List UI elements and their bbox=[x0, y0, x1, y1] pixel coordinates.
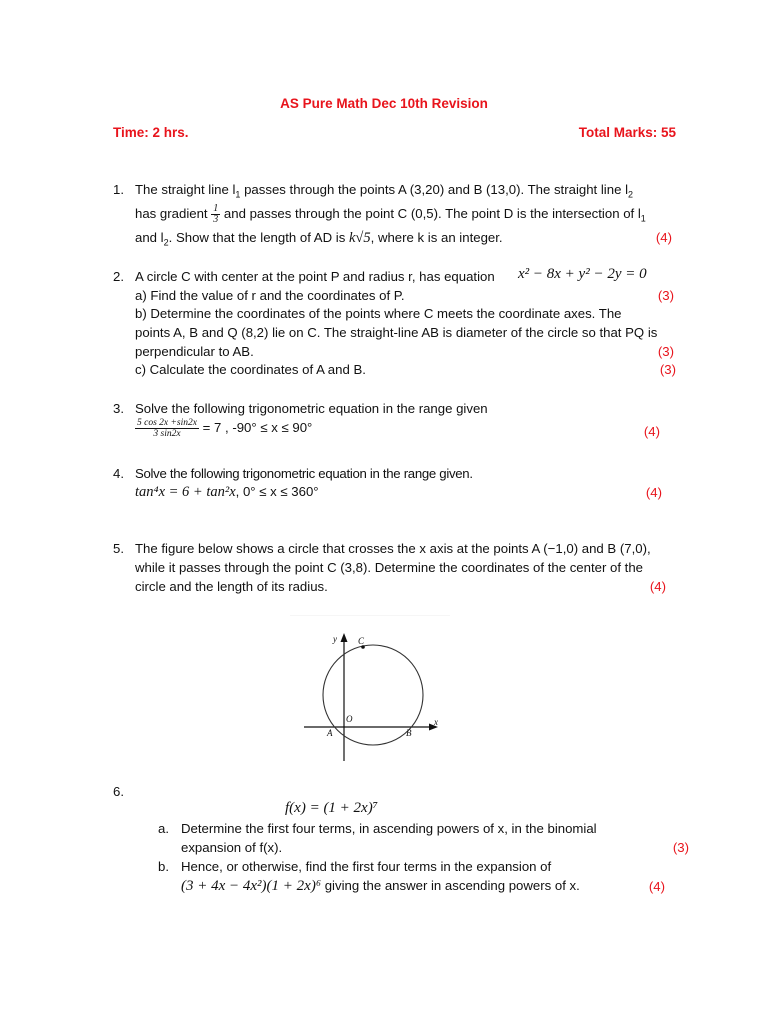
y-axis-arrow bbox=[341, 633, 348, 642]
question-number: 4. bbox=[113, 466, 124, 481]
part-a-text: expansion of f(x). bbox=[181, 840, 283, 855]
time-label: Time: 2 hrs. bbox=[113, 125, 189, 140]
question-text: Solve the following trigonometric equation in the range given. bbox=[135, 466, 473, 481]
marks: (4) bbox=[643, 424, 660, 439]
marks: (4) bbox=[648, 879, 665, 894]
question-number: 2. bbox=[113, 269, 124, 284]
circle-equation: x² − 8x + y² − 2y = 0 bbox=[518, 266, 647, 282]
fraction: $\frac{5 \cos 2x +\sin 2x}{3 \sin 2x}$ bbox=[137, 418, 197, 440]
question-text: A circle C with center at the point P and radius r, has equation bbox=[135, 269, 495, 284]
part-b-text: b) Determine the coordinates of the points where C meets the coordinate axes. The bbox=[135, 306, 622, 321]
function-definition: f(x) = (1 + 2x)⁷ bbox=[285, 800, 378, 816]
marks: (3) bbox=[657, 288, 674, 303]
question-number: 6. bbox=[113, 784, 124, 799]
page-title: AS Pure Math Dec 10th Revision bbox=[280, 96, 488, 111]
part-b-text: Hence, or otherwise, find the first four terms in the expansion of bbox=[181, 859, 552, 874]
part-c-text: c) Calculate the coordinates of A and B. bbox=[135, 362, 366, 377]
question-text: Solve the following trigonometric equation in the range given bbox=[135, 401, 488, 416]
part-a-label: a. bbox=[158, 821, 169, 836]
question-number: 3. bbox=[113, 401, 124, 416]
question-text: while it passes through the point C (3,8). Determine the coordinates of the center of the bbox=[135, 560, 644, 575]
marks: (3) bbox=[657, 344, 674, 359]
question-number: 5. bbox=[113, 541, 124, 556]
part-a-text: a) Find the value of r and the coordinates of P. bbox=[135, 288, 405, 303]
part-b-label: b. bbox=[158, 859, 169, 874]
marks: (4) bbox=[645, 485, 662, 500]
part-b-text: (3 + 4x − 4x²)(1 + 2x)⁶ giving the answer in ascending powers of x. bbox=[181, 878, 580, 894]
total-marks-label: Total Marks: 55 bbox=[578, 125, 676, 140]
part-b-text: perpendicular to AB. bbox=[135, 344, 254, 359]
y-label: y bbox=[333, 634, 337, 644]
b-label: B bbox=[406, 728, 412, 738]
origin-label: O bbox=[346, 714, 353, 724]
marks: (3) bbox=[659, 362, 676, 377]
question-text: The figure below shows a circle that crosses the x axis at the points A (−1,0) and B (7,0), bbox=[135, 541, 651, 556]
marks: (3) bbox=[672, 840, 689, 855]
x-label: x bbox=[434, 717, 438, 727]
question-text: The straight line $l_1$ passes through the points A (3,20) and B (13,0). The straight line $l_2$ bbox=[135, 182, 634, 200]
fraction: $\frac{1}{3}$ bbox=[213, 203, 219, 226]
trig-equation: tan⁴x = 6 + tan²x, 0° ≤ x ≤ 360° bbox=[135, 484, 319, 500]
question-text: circle and the length of its radius. bbox=[135, 579, 328, 594]
question-number: 1. bbox=[113, 182, 124, 197]
c-label: C bbox=[358, 636, 365, 646]
part-b-text: points A, B and Q (8,2) lie on C. The straight-line AB is diameter of the circle so that PQ is bbox=[135, 325, 658, 340]
marks: (4) bbox=[655, 230, 672, 245]
marks: (4) bbox=[649, 579, 666, 594]
question-text: has gradient $\frac{1}{3}$ and passes through the point C (0,5). The point D is the intersection of $l_1$ bbox=[135, 203, 646, 226]
question-text: and $l_2$. Show that the length of AD is k√5, where k is an integer. bbox=[135, 230, 503, 248]
a-label: A bbox=[327, 728, 333, 738]
circle-figure bbox=[290, 615, 450, 770]
trig-equation: $\frac{5 \cos 2x +\sin 2x}{3 \sin 2x}$ = 7 , -90° ≤ x ≤ 90° bbox=[137, 418, 313, 440]
part-a-text: Determine the first four terms, in ascending powers of x, in the binomial bbox=[181, 821, 597, 836]
